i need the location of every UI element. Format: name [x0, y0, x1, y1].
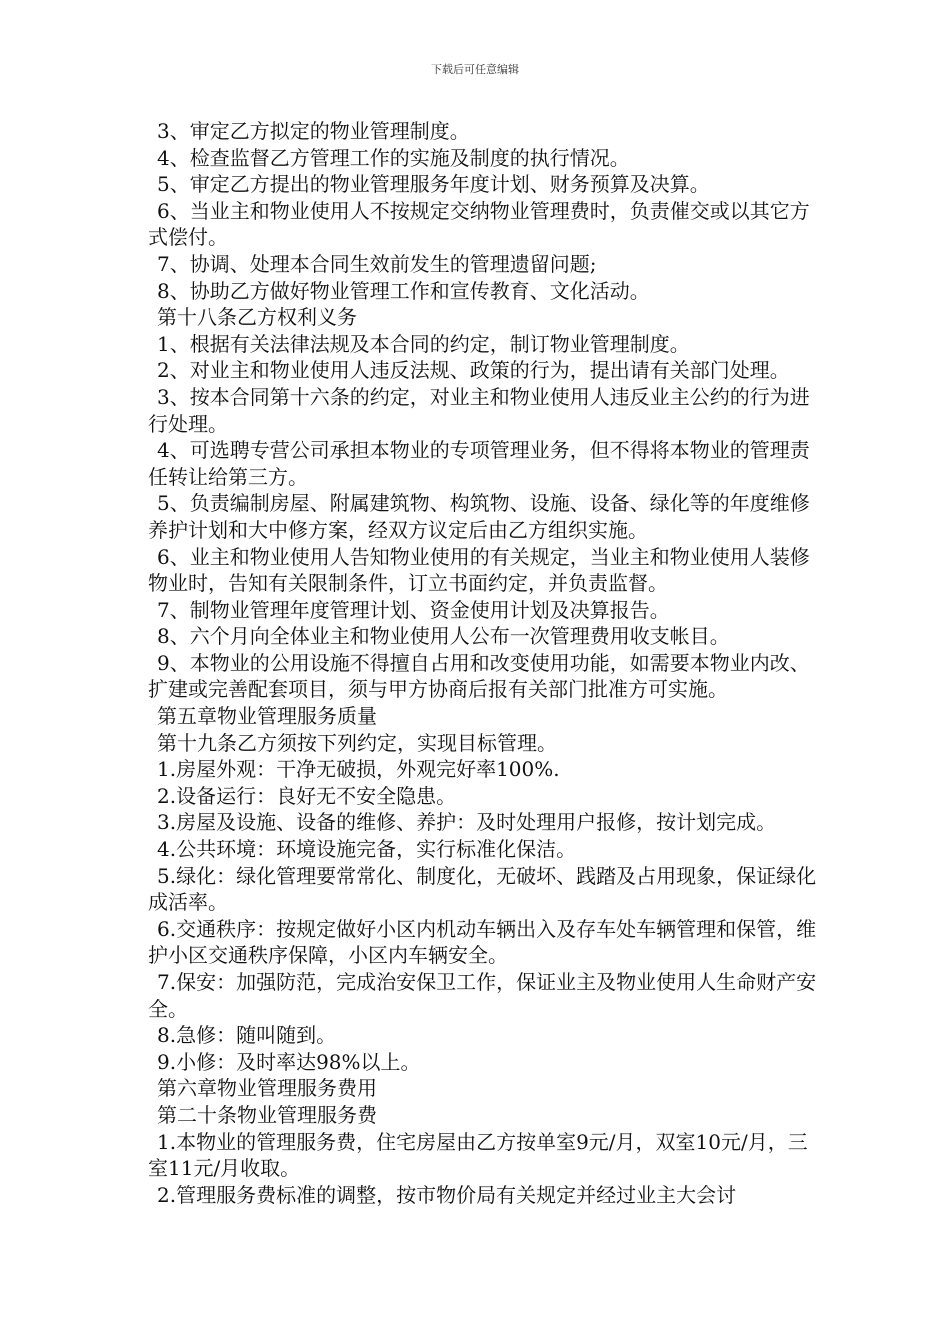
document-paragraph: 5、审定乙方提出的物业管理服务年度计划、财务预算及决算。 — [157, 172, 710, 197]
document-paragraph: 1.本物业的管理服务费，住宅房屋由乙方按单室9元/月，双室10元/月，三室11元/月收取。 — [148, 1129, 808, 1181]
document-paragraph: 8、协助乙方做好物业管理工作和宣传教育、文化活动。 — [157, 278, 650, 303]
document-paragraph: 2、对业主和物业使用人违反法规、政策的行为，提出请有关部门处理。 — [157, 358, 790, 383]
document-paragraph: 6、当业主和物业使用人不按规定交纳物业管理费时，负责催交或以其它方式偿付。 — [148, 198, 810, 250]
document-paragraph: 7、协调、处理本合同生效前发生的管理遗留问题; — [157, 251, 597, 276]
document-paragraph: 7、制物业管理年度管理计划、资金使用计划及决算报告。 — [157, 597, 670, 622]
document-paragraph: 第十八条乙方权利义务 — [157, 305, 357, 330]
document-paragraph: 7.保安：加强防范，完成治安保卫工作，保证业主及物业使用人生命财产安全。 — [148, 970, 817, 1021]
document-paragraph: 3、按本合同第十六条的约定，对业主和物业使用人违反业主公约的行为进行处理。 — [148, 384, 810, 436]
header-note: 下载后可任意编辑 — [431, 63, 519, 76]
document-paragraph: 1.房屋外观：干净无破损，外观完好率100%. — [157, 757, 560, 782]
document-paragraph: 6、业主和物业使用人告知物业使用的有关规定，当业主和物业使用人装修物业时，告知有关限制条件，订立书面约定，并负责监督。 — [148, 544, 810, 596]
document-paragraph: 第二十条物业管理服务费 — [157, 1102, 377, 1127]
document-paragraph: 3、审定乙方拟定的物业管理制度。 — [157, 119, 470, 143]
document-paragraph: 4.公共环境：环境设施完备，实行标准化保洁。 — [157, 837, 577, 862]
document-paragraph: 9、本物业的公用设施不得擅自占用和改变使用功能，如需要本物业内改、扩建或完善配套项目，须与甲方协商后报有关部门批准方可实施。 — [148, 650, 810, 702]
document-paragraph: 4、检查监督乙方管理工作的实施及制度的执行情况。 — [157, 145, 630, 170]
document-paragraph: 5、负责编制房屋、附属建筑物、构筑物、设施、设备、绿化等的年度维修养护计划和大中修方案，经双方议定后由乙方组织实施。 — [148, 491, 810, 542]
document-body — [148, 118, 818, 1208]
document-paragraph: 第十九条乙方须按下列约定，实现目标管理。 — [157, 730, 557, 755]
document-paragraph: 8、六个月向全体业主和物业使用人公布一次管理费用收支帐目。 — [157, 624, 730, 649]
document-paragraph: 2.设备运行：良好无不安全隐患。 — [157, 783, 457, 808]
document-paragraph: 6.交通秩序：按规定做好小区内机动车辆出入及存车处车辆管理和保管，维护小区交通秩序保障，小区内车辆安全。 — [148, 916, 817, 968]
document-paragraph: 5.绿化：绿化管理要常常化、制度化，无破坏、践踏及占用现象，保证绿化成活率。 — [148, 863, 817, 915]
document-paragraph: 第五章物业管理服务质量 — [157, 704, 377, 729]
document-paragraph: 1、根据有关法律法规及本合同的约定，制订物业管理制度。 — [157, 331, 690, 356]
document-paragraph: 8.急修：随叫随到。 — [157, 1023, 337, 1048]
document-paragraph: 2.管理服务费标准的调整，按市物价局有关规定并经过业主大会讨 — [157, 1182, 737, 1207]
document-paragraph: 3.房屋及设施、设备的维修、养护：及时处理用户报修，按计划完成。 — [157, 810, 777, 835]
document-paragraph: 9.小修：及时率达98%以上。 — [157, 1049, 421, 1074]
document-paragraph: 第六章物业管理服务费用 — [157, 1076, 377, 1101]
document-paragraph: 4、可选聘专营公司承担本物业的专项管理业务，但不得将本物业的管理责任转让给第三方。 — [148, 438, 810, 489]
